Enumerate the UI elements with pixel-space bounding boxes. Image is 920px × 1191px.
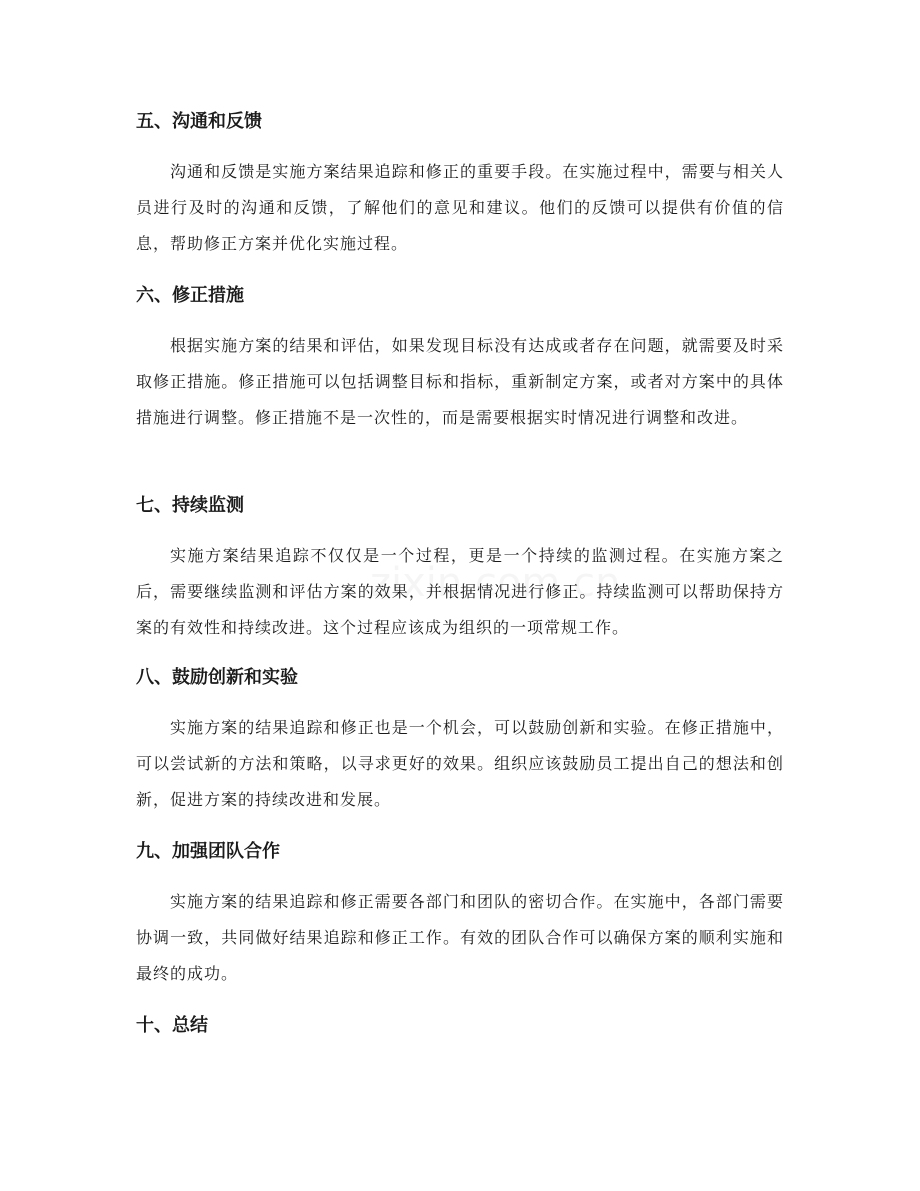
section-body-9: 实施方案的结果追踪和修正需要各部门和团队的密切合作。在实施中，各部门需要协调一致，共同做好结果追踪和修正工作。有效的团队合作可以确保方案的顺利实施和最终的成功。 [136,892,784,983]
section-body-5: 沟通和反馈是实施方案结果追踪和修正的重要手段。在实施过程中，需要与相关人员进行及时的沟通和反馈，了解他们的意见和建议。他们的反馈可以提供有价值的信息，帮助修正方案并优化实施过程。 [136,162,784,253]
section-heading-6: 六、修正措施 [136,285,244,306]
section-heading-5: 五、沟通和反馈 [136,111,262,132]
section-heading-9: 九、加强团队合作 [136,841,280,862]
section-heading-7: 七、持续监测 [136,495,244,516]
watermark [370,560,620,606]
section-body-7: 实施方案结果追踪不仅仅是一个过程，更是一个持续的监测过程。在实施方案之后，需要继续监测和评估方案的效果，并根据情况进行修正。持续监测可以帮助保持方案的有效性和持续改进。这个过程应该成为组织的一项常规工作。 [136,546,784,637]
section-heading-8: 八、鼓励创新和实验 [136,667,298,688]
section-body-6: 根据实施方案的结果和评估，如果发现目标没有达成或者存在问题，就需要及时采取修正措施。修正措施可以包括调整目标和指标，重新制定方案，或者对方案中的具体措施进行调整。修正措施不是一次性的，而是需要根据实时情况进行调整和改进。 [136,336,784,427]
section-heading-10: 十、总结 [136,1015,208,1036]
section-body-8: 实施方案的结果追踪和修正也是一个机会，可以鼓励创新和实验。在修正措施中，可以尝试新的方法和策略，以寻求更好的效果。组织应该鼓励员工提出自己的想法和创新，促进方案的持续改进和发展。 [136,718,784,809]
